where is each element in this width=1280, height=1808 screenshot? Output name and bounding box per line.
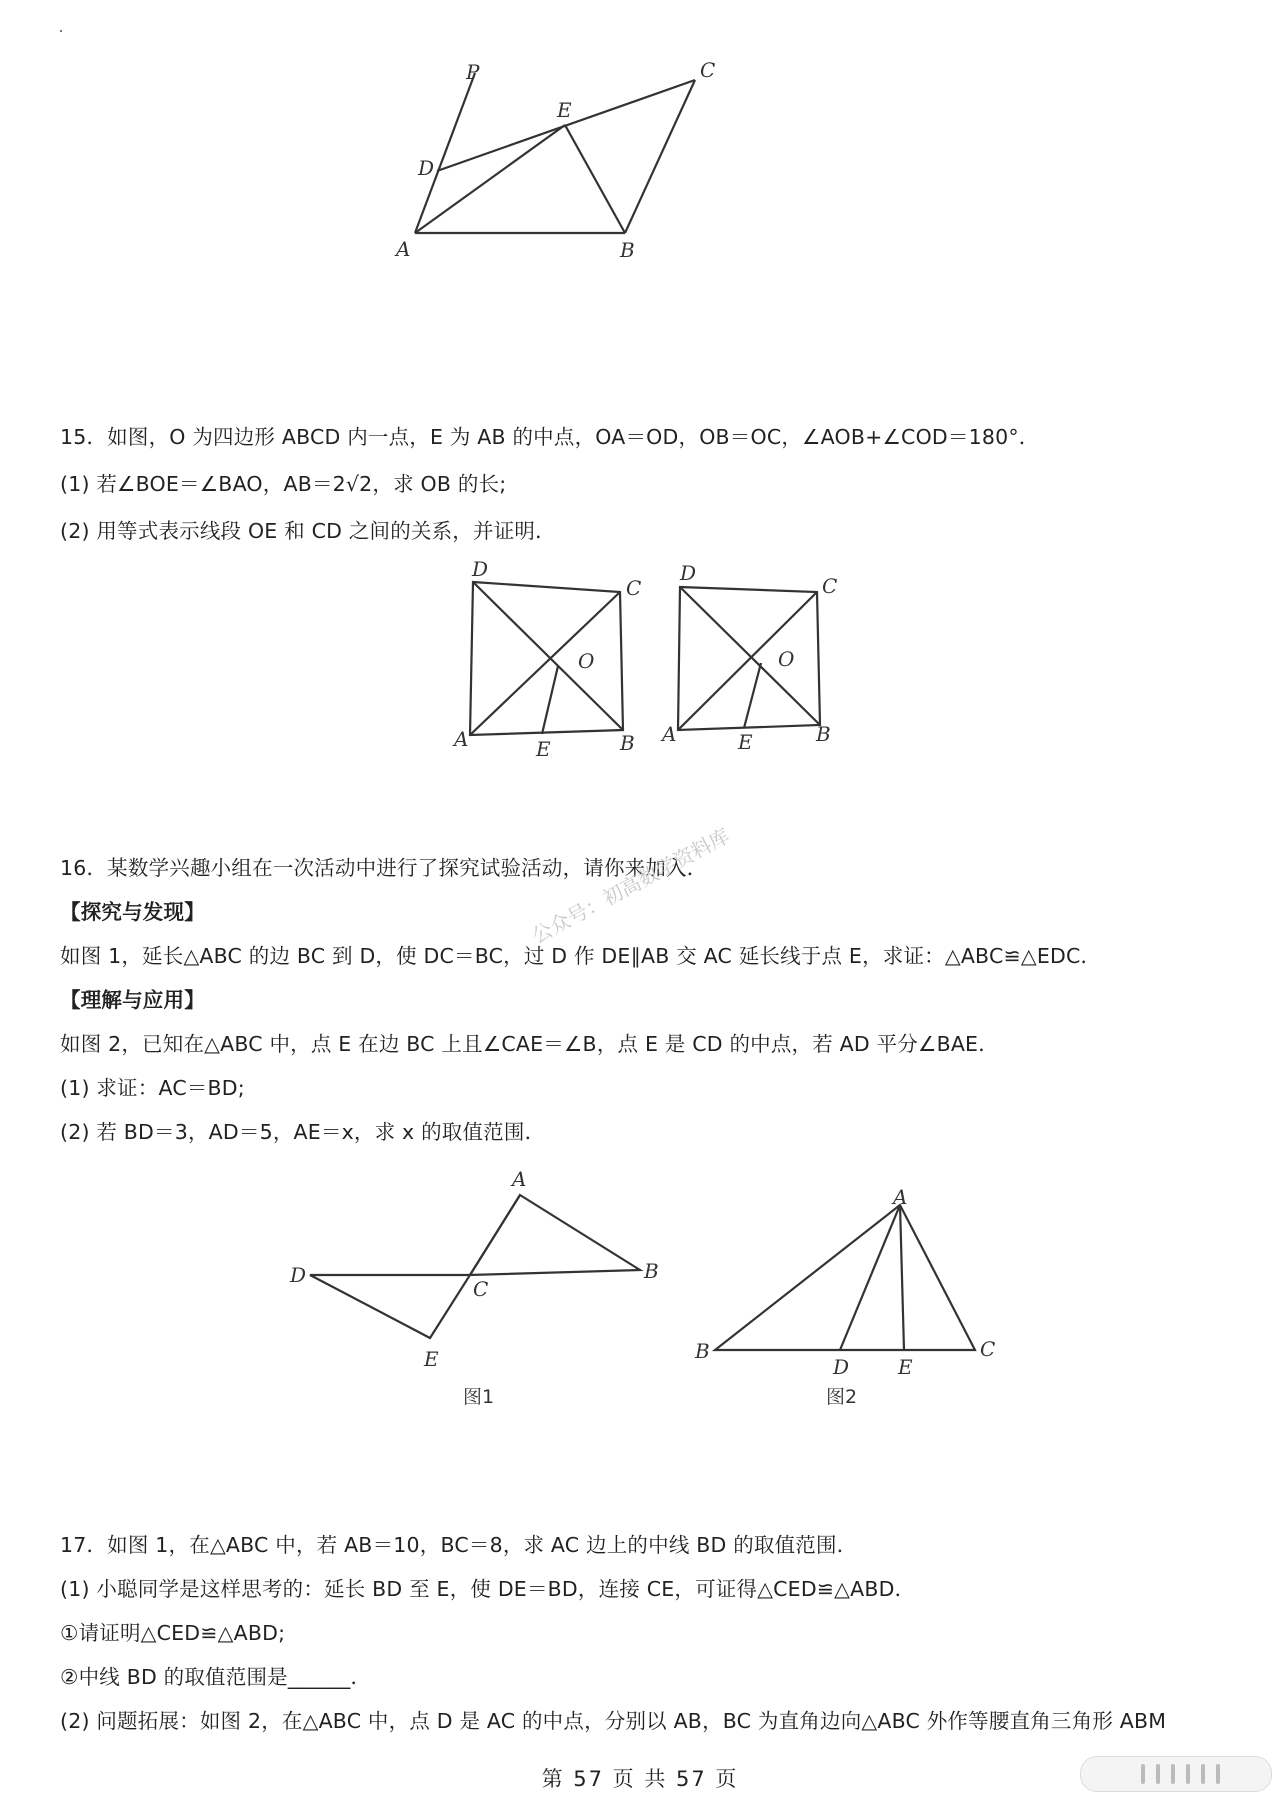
label-B: B — [644, 1259, 659, 1283]
label-E: E — [898, 1355, 913, 1379]
q15-part2: (2) 用等式表示线段 OE 和 CD 之间的关系，并证明． — [60, 519, 556, 543]
q16-part2: (2) 若 BD＝3，AD＝5，AE＝x，求 x 的取值范围． — [60, 1120, 546, 1144]
label-B: B — [695, 1339, 710, 1363]
label-D: D — [833, 1355, 850, 1379]
page-scrollbar[interactable] — [1080, 1756, 1272, 1792]
q16-heading-explore: 【探究与发现】 — [60, 900, 205, 924]
label-A: A — [396, 237, 411, 261]
watermark-text: 公众号：初高数学资料库 — [527, 823, 734, 949]
q16-heading-apply: 【理解与应用】 — [60, 988, 205, 1012]
label-P: P — [466, 60, 480, 84]
q15-part1: (1) 若∠BOE＝∠BAO，AB＝2√2，求 OB 的长; — [60, 472, 507, 496]
q17-sub1: ①请证明△CED≌△ABD; — [60, 1621, 286, 1645]
label-O-1: O — [578, 649, 595, 673]
label-E-2: E — [738, 730, 753, 754]
label-D-2: D — [680, 561, 697, 585]
q15-stem: 15．如图，O 为四边形 ABCD 内一点，E 为 AB 的中点，OA＝OD，OB＝OC，∠AOB+∠COD＝180°． — [60, 425, 1040, 449]
q17-stem: 17．如图 1，在△ABC 中，若 AB＝10，BC＝8，求 AC 边上的中线 BD 的取值范围． — [60, 1533, 858, 1557]
figure-q16-2 — [690, 1185, 1030, 1420]
label-B-1: B — [620, 731, 635, 755]
label-A-1: A — [454, 727, 469, 751]
label-E: E — [557, 98, 572, 122]
q17-sub2: ②中线 BD 的取值范围是______． — [60, 1665, 372, 1689]
label-A-2: A — [662, 722, 677, 746]
figure-q14 — [396, 55, 860, 315]
q16-text-2: 如图 2，已知在△ABC 中，点 E 在边 BC 上且∠CAE＝∠B，点 E 是 CD 的中点，若 AD 平分∠BAE． — [60, 1032, 999, 1056]
label-A: A — [893, 1185, 908, 1209]
label-C-1: C — [626, 576, 642, 600]
q17-part1: (1) 小聪同学是这样思考的：延长 BD 至 E，使 DE＝BD，连接 CE，可证得△CED≌△ABD． — [60, 1577, 916, 1601]
q17-part2: (2) 问题拓展：如图 2，在△ABC 中，点 D 是 AC 的中点，分别以 AB，BC 为直角边向△ABC 外作等腰直角三角形 ABM — [60, 1709, 1167, 1733]
label-E-1: E — [536, 737, 551, 761]
figure-q16-1 — [280, 1160, 680, 1420]
label-D: D — [418, 156, 435, 180]
caption-fig1: 图1 — [463, 1386, 495, 1408]
label-E: E — [424, 1347, 439, 1371]
label-D-1: D — [472, 557, 489, 581]
label-C: C — [980, 1337, 996, 1361]
figure-q15 — [440, 557, 860, 761]
label-C: C — [473, 1277, 489, 1301]
q16-stem: 16．某数学兴趣小组在一次活动中进行了探究试验活动，请你来加入． — [60, 856, 708, 880]
label-A: A — [512, 1167, 527, 1191]
page-footer: 第 57 页 共 57 页 — [541, 1767, 739, 1791]
caption-fig2: 图2 — [826, 1386, 858, 1408]
label-C: C — [700, 58, 716, 82]
label-B: B — [620, 238, 635, 262]
q16-part1: (1) 求证：AC＝BD; — [60, 1076, 245, 1100]
label-O-2: O — [778, 647, 795, 671]
label-B-2: B — [816, 722, 831, 746]
label-D: D — [290, 1263, 307, 1287]
label-C-2: C — [822, 574, 838, 598]
q16-text-1: 如图 1，延长△ABC 的边 BC 到 D，使 DC＝BC，过 D 作 DE∥AB 交 AC 延长线于点 E，求证：△ABC≌△EDC． — [60, 944, 1102, 968]
corner-mark — [60, 30, 62, 32]
